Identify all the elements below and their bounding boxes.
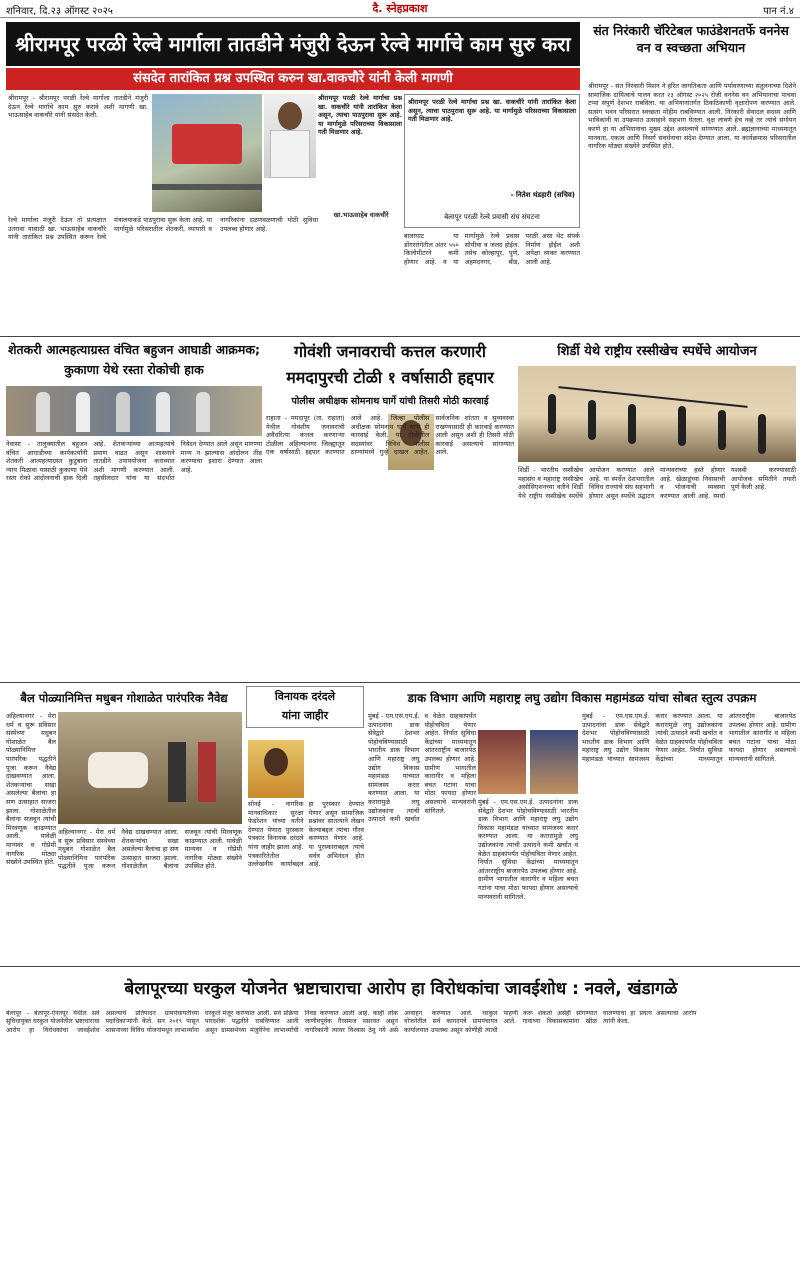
shirdi-body: शिर्डी - भारतीय रस्सीखेच महासंघ व महाराष्ट्र रस्सीखेच असोसिएशनच्या वतीने शिर्डी येथे राष्ट्रीय रस्सीखेच स्पर्धेचे आयोजन करण्यात आले आहे. या स्पर्धेत देशभरातील विविध राज्यांचे संघ सहभागी होणार असून स्पर्धेचे उद्घाटन मान्यवरांच्या हस्ते होणार आहे. खेळाडूंच्या निवासाची व भोजनाची व्यवस्था करण्यात आली आहे. स्पर्धा यशस्वी करण्यासाठी आयोजक समितीने तयारी पूर्ण केली आहे. <box>518 466 796 500</box>
shirdi-title: शिर्डी येथे राष्ट्रीय रस्सीखेच स्पर्धेचे आयोजन <box>557 344 757 359</box>
divider <box>0 336 800 337</box>
lead-body-1: श्रीरामपूर - श्रीरामपूर परळी रेल्वे मार्गाला तातडीने मंजुरी देऊन रेल्वे मार्गाचे काम सुरु करावे अशी मागणी खा. भाऊसाहेब वाकचौरे यांनी संसदेत केली. <box>8 94 148 120</box>
farmers-photo <box>6 386 262 436</box>
lead-quote: श्रीरामपूर परळी रेल्वे मार्गाचा प्रश्न खा. वाकचौरे यांनी तारांकित केला असून, त्याचा पाठपुरावा सुरू आहे. या मार्गामुळे परिसराच्या विकासाला गती मिळणार आहे. <box>408 98 576 124</box>
tug-of-war-photo <box>518 366 796 462</box>
post-body-3: मुंबई - एम.एस.एम.ई. उत्पादनांना डाक सेवेद्वारे देशभर पोहोचविण्यासाठी भारतीय डाक विभाग आणि महाराष्ट्र लघु उद्योग विकास महामंडळ यांच्यात सामंजस्य करार करण्यात आला. या करारामुळे लघु उद्योजकांना त्यांची उत्पादने कमी खर्चात व वेळेत ग्राहकांपर्यंत पोहोचविता येणार आहेत. निर्यात सुविधा केंद्रांच्या माध्यमातून आंतरराष्ट्रीय बाजारपेठ उपलब्ध होणार आहे. ग्रामीण भागातील कारागीर व महिला बचत गटांना याचा मोठा फायदा होणार असल्याचे मान्यवरांनी सांगितले. <box>582 712 796 763</box>
gharkul-title: बेलापूरच्या घरकुल योजनेत भ्रष्टाचाराचा आरोप हा विरोधकांचा जावईशोध : नवले, खंडागळे <box>124 979 678 999</box>
nirankari-title: संत निरंकारी चॅरिटेबल फाउंडेशनतर्फे वननेस वन व स्वच्छता अभियान <box>593 23 789 55</box>
lead-quote-box <box>404 94 580 228</box>
post-body-2: मुंबई - एम.एस.एम.ई. उत्पादनांना डाक सेवेद्वारे देशभर पोहोचविण्यासाठी भारतीय डाक विभाग आणि महाराष्ट्र लघु उद्योग विकास महामंडळ यांच्यात सामंजस्य करार करण्यात आला. या करारामुळे लघु उद्योजकांना त्यांची उत्पादने कमी खर्चात व वेळेत ग्राहकांपर्यंत पोहोचविता येणार आहेत. निर्यात सुविधा केंद्रांच्या माध्यमातून आंतरराष्ट्रीय बाजारपेठ उपलब्ध होणार आहे. ग्रामीण भागातील कारागीर व महिला बचत गटांना याचा मोठा फायदा होणार असल्याचे मान्यवरांनी सांगितले. <box>478 798 578 901</box>
politician-caption: खा.भाऊसाहेब वाकचौरे <box>333 211 389 219</box>
vinayak-photo <box>248 740 304 798</box>
cattle-subtitle: पोलीस अधीक्षक सोमनाथ घार्गे यांची तिसरी मोठी कारवाई <box>291 396 489 407</box>
vinayak-body: सोनई - नागरिक मानवाधिकार सुरक्षा फेडरेशन यांच्या वतीने देण्यात येणारा पुरस्कार पत्रकार विनायक दरंदले यांना जाहीर झाला आहे. पत्रकारितेतील उल्लेखनीय कार्याबद्दल हा पुरस्कार देण्यात येणार असून सामाजिक प्रश्नांवर सातत्याने लेखन केल्याबद्दल त्यांचा गौरव करण्यात येणार आहे. या पुरस्काराबद्दल त्यांचे सर्वत्र अभिनंदन होत आहे. <box>248 800 364 869</box>
masthead-paper: दै. स्नेहप्रकाश <box>372 2 428 15</box>
masthead <box>0 0 800 18</box>
masthead-date: शनिवार, दि.२३ ऑगस्ट २०२५ <box>6 6 113 17</box>
politician-photo <box>264 94 316 178</box>
vinayak-title-1: विनायक दरंदले <box>274 690 336 703</box>
bail-body-2: अहिल्यानगर - मेरा धर्म व सुरू प्रविसार संस्थेच्या मधुबन गोशाळेत बैल पोळ्यानिमित्त पारंपरिक पद्धतीने पूजा करून नैवेद्य दाखवण्यात आला. शेतकऱ्यांचा सखा असलेल्या बैलांचा हा सण उत्साहात साजरा झाला. गोशाळेतील बैलांना सजवून त्यांची मिरवणूक काढण्यात आली. यावेळी मान्यवर व गोप्रेमी नागरिक मोठ्या संख्येने उपस्थित होते. <box>58 828 242 871</box>
bail-body-1: अहिल्यानगर - मेरा धर्म व सुरू प्रविसार संस्थेच्या मधुबन गोशाळेत बैल पोळ्यानिमित्त पारंपरिक पद्धतीने पूजा करून नैवेद्य दाखवण्यात आला. शेतकऱ्यांचा सखा असलेल्या बैलांचा हा सण उत्साहात साजरा झाला. गोशाळेतील बैलांना सजवून त्यांची मिरवणूक काढण्यात आली. यावेळी मान्यवर व गोप्रेमी नागरिक मोठ्या संख्येने उपस्थित होते. <box>6 712 56 867</box>
divider <box>0 966 800 967</box>
gharkul-body: बेलापूर - बेलापूर-ऐनतपूर येथील सर्व सुविधायुक्त घरकुल योजनेतील भ्रष्टाचाराचा आरोप हा विरोधकांचा जावईशोध असल्याचे प्रतिपादन ग्रामपंचायतीच्या पदाधिकाऱ्यांनी केले. सन २०१९ पासून शासनाच्या विविध योजनांमधून लाभार्थ्यांना घरकुले मंजूर करण्यात आली. सर्व प्रक्रिया पारदर्शक पद्धतीने राबविण्यात आली असून ग्रामसभेच्या मंजुरीनेच लाभार्थ्यांची निवड करण्यात आली आहे. काही लोक जाणीवपूर्वक गैरसमज पसरवत असून नागरिकांनी त्यावर विश्वास ठेवू नये असे आवाहन करण्यात आले. घरकुल योजनेतील सर्व कागदपत्रे ग्रामपंचायत कार्यालयात उपलब्ध असून कोणीही त्याची पाहणी करू शकतो असेही सांगण्यात आले. गावाच्या विकासकामांना खीळ घालण्याचा हा प्रयत्न असल्याचा आरोप त्यांनी केला. <box>6 1010 697 1034</box>
lead-body-2: रेल्वे मार्गाला मंजुरी देऊन तो प्रत्यक्षात उतरावा यासाठी खा. भाऊसाहेब वाकचौरे यांनी तारांकित प्रश्न उपस्थित करून रेल्वे मंत्रालयाकडे पाठपुरावा सुरू केला आहे. या मार्गामुळे परिसरातील शेतकरी, व्यापारी व नागरिकांना दळणवळणाची मोठी सुविधा उपलब्ध होणार आहे. <box>8 216 318 242</box>
nirankari-body: श्रीरामपूर - संत निरंकारी मिशन ने हरित जागतिकता आणि पर्यावरणाच्या संतुलनाच्या दिशेने सामाजिक दायित्वाचे पालन करत २३ ऑगस्ट २०२५ रोजी वननेस वन अभियानाचा पाचवा टप्पा संपूर्ण देशभर राबविला. या अभियानांतर्गत ठिकठिकाणी वृक्षारोपण करण्यात आले. सत्संग भवन परिसरात स्वच्छता मोहीम राबविण्यात आली. निरंकारी सेवादल सदस्य आणि भाविकांनी या उपक्रमात उत्साहाने सहभाग घेतला. वृक्ष लावणे हेच नव्हे तर त्यांचे संगोपन करणे हा या अभियानाचा मुख्य उद्देश असल्याचे सांगण्यात आले. ब्रह्मज्ञानाच्या माध्यमातून मानवता, एकत्व आणि निसर्ग संवर्धनाचा संदेश देण्यात आला. या कार्यक्रमास परिसरातील नागरिक मोठ्या संख्येने उपस्थित होते. <box>588 82 796 151</box>
lead-side-text: श्रीरामपूर परळी रेल्वे मार्गाचा प्रश्न खा. वाकचौरे यांनी तारांकित केला असून, त्याचा पाठपुरावा सुरू आहे. या मार्गामुळे परिसराच्या विकासाला गती मिळणार आहे. <box>318 94 402 137</box>
lead-headline: श्रीरामपूर परळी रेल्वे मार्गाला तातडीने मंजुरी देऊन रेल्वे मार्गाचे काम सुरु करा <box>6 22 580 66</box>
cattle-body: राहाता - ममदापूर (ता. राहाता) येथील गोवंशीय जनावरांची अवैधरित्या कत्तल करणाऱ्या टोळीला अहिल्यानगर जिल्ह्यातून एक वर्षासाठी हद्दपार करण्यात आले आहे. जिल्हा पोलीस अधीक्षक सोमनाथ घार्गे यांनी ही कारवाई केली. या टोळीतील सदस्यांवर विविध पोलीस ठाण्यांमध्ये गुन्हे दाखल आहेत. सार्वजनिक शांतता व सुव्यवस्था राखण्यासाठी ही कारवाई करण्यात आली असून अशी ही तिसरी मोठी कारवाई असल्याचे सांगण्यात आले. <box>266 414 514 457</box>
post-body-1: मुंबई - एम.एस.एम.ई. उत्पादनांना डाक सेवेद्वारे देशभर पोहोचविण्यासाठी भारतीय डाक विभाग आणि महाराष्ट्र लघु उद्योग विकास महामंडळ यांच्यात सामंजस्य करार करण्यात आला. या करारामुळे लघु उद्योजकांना त्यांची उत्पादने कमी खर्चात व वेळेत ग्राहकांपर्यंत पोहोचविता येणार आहेत. निर्यात सुविधा केंद्रांच्या माध्यमातून आंतरराष्ट्रीय बाजारपेठ उपलब्ध होणार आहे. ग्रामीण भागातील कारागीर व महिला बचत गटांना याचा मोठा फायदा होणार असल्याचे मान्यवरांनी सांगितले. <box>368 712 476 824</box>
bail-title: बैल पोळ्यानिमित्त मधुबन गोशाळेत पारंपरिक नैवेद्य <box>20 691 228 705</box>
vinayak-title-2: यांना जाहीर <box>281 709 329 722</box>
lead-quote-org: बेलापूर परळी रेल्वे प्रवासी संघ संघटना <box>444 213 540 221</box>
farmers-body: नेवासा - तालुक्यातील बहुजन वंचित आघाडीच्या कार्यकर्त्यांनी शेतकरी आत्महत्याग्रस्त कुटुंबाना न्याय मिळावा यासाठी कुकाणा येथे रस्ता रोको आंदोलनाची हाक दिली आहे. शेतकऱ्यांच्या आत्महत्यांचे प्रमाण वाढत असून शासनाने तातडीने उपाययोजना कराव्यात अशी मागणी करण्यात आली. तहसीलदार यांना या संदर्भात निवेदन देण्यात आले असून मागण्या मान्य न झाल्यास आंदोलन तीव्र करण्याचा इशारा देण्यात आला आहे. <box>6 440 262 483</box>
cattle-title-1: गोवंशी जनावराची कत्तल करणारी <box>294 342 486 361</box>
lead-subhead: संसदेत तारांकित प्रश्न उपस्थित करुन खा.वाकचौरे यांनी केली मागणी <box>6 68 580 90</box>
lead-quote-author: - नितेश थंडहारी (सचिव) <box>510 191 575 199</box>
masthead-page: पान नं.४ <box>763 6 794 17</box>
post-photo-2 <box>530 730 578 794</box>
vinayak-box <box>246 686 364 728</box>
bullock-photo <box>58 712 242 824</box>
cattle-title-2: ममदापुरची टोळी १ वर्षासाठी हद्दपार <box>286 368 494 387</box>
post-title: डाक विभाग आणि महाराष्ट्र लघु उद्योग विकास महामंडळ यांचा सोबत स्तुत्य उपक्रम <box>407 691 757 705</box>
post-photo-1 <box>478 730 526 794</box>
farmers-title: शेतकरी आत्महत्याग्रस्त वंचित बहुजन आघाडी आक्रमक; कुकाणा येथे रस्ता रोकोची हाक <box>8 342 260 377</box>
train-photo <box>152 94 262 212</box>
divider <box>0 682 800 683</box>
lead-body-3: बालाघाट या डोंगररांगेतील अंतर ५५० किलोमीटरने कमी होणार आहे. व या मार्गामुळे रेल्वे प्रवास सोयीचा व जलद होईल. तसेच कोल्हापूर, पुणे, अहमदनगर, बीड, परळी असा थेट संपर्क निर्माण होईल अशी अपेक्षा व्यक्त करण्यात आली आहे. <box>404 232 580 266</box>
